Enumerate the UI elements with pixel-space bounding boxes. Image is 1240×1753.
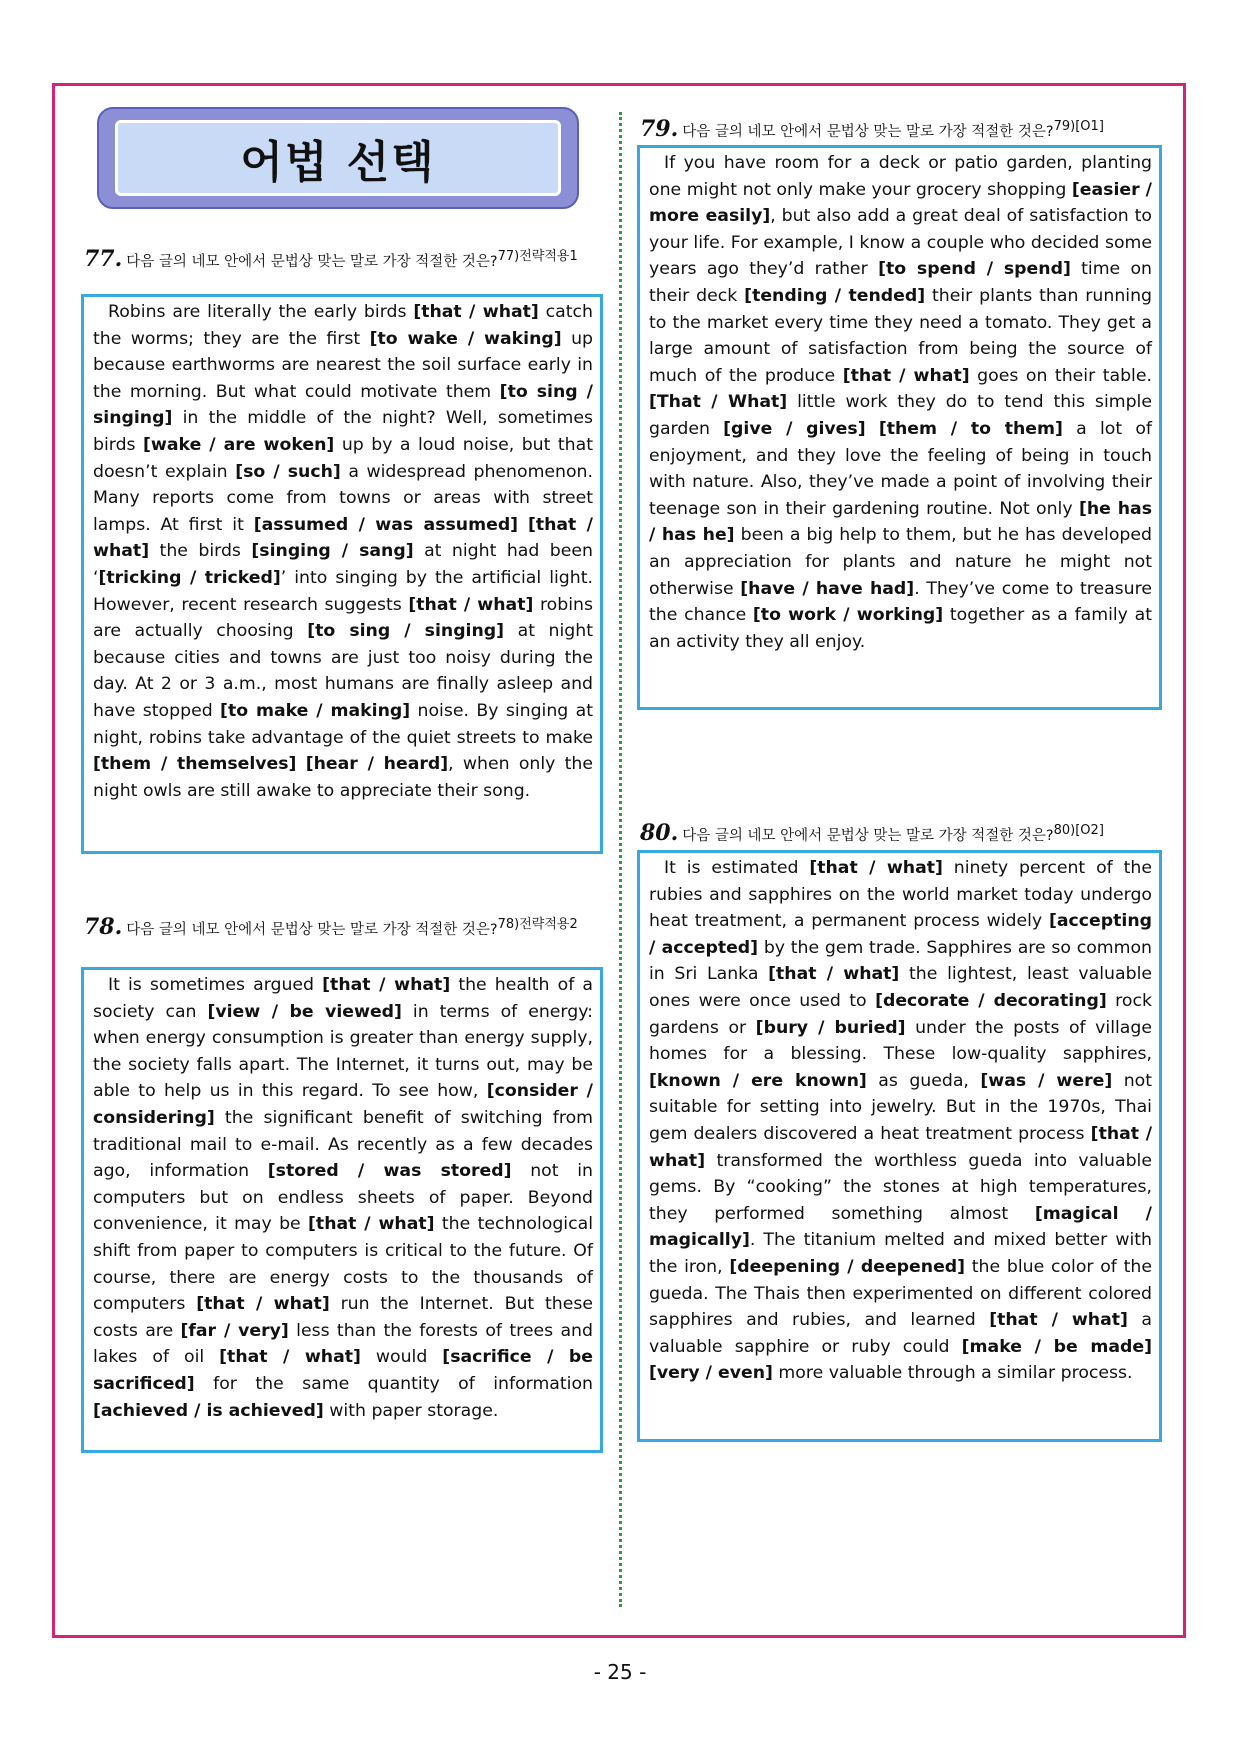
passage-text: [93, 299, 593, 804]
passage-fragment: time on their deck: [649, 259, 1152, 306]
passage-fragment: a widespread phenomenon. Many reports come from towns or areas with street lamps. At first it: [93, 461, 594, 535]
passage-fragment: little work they do to tend this simple garden: [649, 392, 1152, 439]
answer-choice: [decorate / decorating]: [875, 990, 1107, 1011]
passage-fragment: more valuable through a similar process.: [772, 1363, 1133, 1384]
passage-fragment: their plants than running to the market every time they need a tomato. They get a large amount of satisfaction from being the source of much of the produce: [649, 285, 1152, 386]
passage-fragment: the lightest, least valuable ones were once used to: [649, 964, 1152, 1011]
passage-fragment: If you have room for a deck or patio garden, planting one might not only make your grocery shopping: [649, 153, 1152, 200]
section-title-inner: [115, 120, 561, 196]
passage-fragment: not in computers but on endless sheets of paper. Beyond convenience, it may be: [93, 1161, 593, 1235]
passage-fragment: up by a loud noise, but that doesn’t explain: [93, 434, 593, 482]
passage-fragment: [518, 515, 528, 535]
passage-fragment: , when only the night owls are still awake to appreciate their song.: [93, 754, 594, 801]
question-prompt: 다음 글의 네모 안에서 문법상 맞는 말로 가장 적절한 것은?: [682, 827, 1054, 844]
answer-choice: [that / what]: [842, 365, 970, 386]
answer-choice: [That / What]: [649, 392, 788, 413]
passage-fragment: transformed the worthless gueda into valuable gems. By “cooking” the stones at high temperatures, they performed something almost: [649, 1150, 1152, 1224]
passage-fragment: run the Internet. But these costs are: [93, 1294, 594, 1341]
question-source: 77)전략적용1: [497, 249, 578, 264]
section-title-banner: [97, 107, 579, 209]
answer-choice: [far / very]: [180, 1320, 289, 1341]
answer-choice: [to sing / singing]: [93, 381, 593, 429]
column-divider: [619, 112, 622, 1607]
answer-choice: [very / even]: [649, 1363, 773, 1384]
passage-fragment: Robins are literally the early birds: [108, 302, 414, 322]
passage-fragment: the technological shift from paper to computers is critical to the future. Of course, there are energy costs to the thousands of computers: [93, 1214, 594, 1315]
passage-fragment: ’ into singing by the artificial light. However, recent research suggests: [93, 567, 593, 615]
question-number: 80.: [640, 819, 679, 846]
answer-choice: [them / to them]: [878, 418, 1063, 439]
answer-choice: [assumed / was assumed]: [253, 514, 519, 535]
answer-choice: [magical / magically]: [649, 1203, 1152, 1251]
answer-choice: [that / what]: [93, 514, 593, 562]
answer-choice: [to work / working]: [752, 605, 944, 626]
passage-fragment: rock gardens or: [649, 990, 1152, 1038]
answer-choice: [that / what]: [408, 594, 534, 615]
passage-fragment: under the posts of village homes for a blessing. These low-quality sapphires,: [649, 1017, 1152, 1065]
question-number: 78.: [84, 913, 123, 940]
answer-choice: [to sing / singing]: [307, 621, 505, 642]
answer-choice: [have / have had]: [740, 578, 915, 599]
passage-fragment: at night had been ‘: [93, 541, 593, 588]
passage-fragment: as gueda,: [866, 1070, 981, 1091]
answer-choice: [that / what]: [809, 858, 943, 878]
answer-choice: [wake / are woken]: [143, 434, 335, 455]
passage-fragment: at night because cities and towns are just too noisy during the day. At 2 or 3 a.m., most humans are finally asleep and have stopped: [93, 621, 593, 721]
passage-fragment: the significant benefit of switching from traditional mail to e-mail. As recently as a few decades ago, information: [93, 1107, 593, 1182]
answer-choice: [deepening / deepened]: [729, 1256, 966, 1277]
question-prompt: 다음 글의 네모 안에서 문법상 맞는 말로 가장 적절한 것은?: [126, 253, 498, 270]
passage-fragment: would: [360, 1347, 443, 1368]
passage-fragment: catch the worms; they are the first: [93, 302, 593, 349]
answer-choice: [he has / has he]: [649, 498, 1152, 546]
passage-fragment: It is estimated: [664, 858, 810, 878]
question-number: 79.: [640, 115, 679, 142]
question-source: 78)전략적용2: [497, 917, 578, 932]
passage-fragment: robins are actually choosing: [93, 594, 593, 642]
passage-fragment: for the same quantity of information: [194, 1373, 593, 1394]
answer-choice: [that / what]: [989, 1310, 1128, 1331]
answer-choice: [bury / buried]: [755, 1017, 906, 1038]
answer-choice: [known / ere known]: [649, 1070, 867, 1091]
answer-choice: [them / themselves]: [93, 754, 297, 775]
passage-text: [93, 972, 593, 1424]
passage-text: [649, 150, 1152, 655]
answer-choice: [accepting / accepted]: [649, 911, 1152, 958]
passage-box: [637, 850, 1162, 1442]
answer-choice: [achieved / is achieved]: [93, 1400, 324, 1421]
question-number: 77.: [84, 245, 123, 272]
answer-choice: [give / gives]: [723, 418, 866, 439]
answer-choice: [that / what]: [413, 302, 539, 322]
answer-choice: [to make / making]: [220, 700, 411, 721]
passage-fragment: together as a family at an activity they all enjoy.: [649, 605, 1152, 652]
passage-box: [81, 967, 603, 1453]
answer-choice: [that / what]: [768, 964, 900, 985]
answer-choice: [that / what]: [322, 975, 451, 995]
answer-choice: [sacrifice / be sacrificed]: [93, 1347, 593, 1394]
passage-fragment: , but also add a great deal of satisfaction to your life. For example, I know a couple who decided some years ago they’d rather: [649, 206, 1152, 280]
answer-choice: [stored / was stored]: [267, 1161, 512, 1182]
question-header: [84, 914, 604, 941]
answer-choice: [hear / heard]: [305, 754, 449, 775]
passage-fragment: by the gem trade. Sapphires are so common in Sri Lanka: [649, 937, 1152, 985]
passage-box: [81, 294, 603, 854]
question-header: [640, 116, 1180, 143]
passage-fragment: noise. By singing at night, robins take advantage of the quiet streets to make: [93, 700, 594, 748]
answer-choice: [to wake / waking]: [369, 328, 562, 349]
passage-fragment: a lot of enjoyment, and they love the feeling of being in touch with nature. Also, they’ve made a point of involving their teenage son in their gardening routine. Not only: [649, 418, 1152, 519]
passage-fragment: in terms of energy: when energy consumption is greater than energy supply, the society falls apart. The Internet, it turns out, may be able to help us in this regard. To see how,: [93, 1001, 593, 1102]
page-number: - 25 -: [593, 1660, 647, 1684]
passage-fragment: less than the forests of trees and lakes of oil: [93, 1320, 593, 1368]
passage-fragment: [296, 754, 305, 774]
answer-choice: [singing / sang]: [251, 541, 414, 562]
passage-fragment: with paper storage.: [323, 1400, 499, 1421]
passage-fragment: . The titanium melted and mixed better with the iron,: [649, 1230, 1152, 1277]
passage-fragment: not suitable for setting into jewelry. But in the 1970s, Thai gem dealers discovered a heat treatment process: [649, 1070, 1153, 1144]
answer-choice: [was / were]: [980, 1070, 1113, 1091]
passage-fragment: in the middle of the night? Well, sometimes birds: [93, 408, 593, 455]
passage-fragment: a valuable sapphire or ruby could: [649, 1310, 1152, 1357]
question-prompt: 다음 글의 네모 안에서 문법상 맞는 말로 가장 적절한 것은?: [126, 921, 498, 938]
passage-text: [649, 855, 1152, 1387]
passage-fragment: goes on their table.: [969, 365, 1152, 386]
passage-fragment: It is sometimes argued: [108, 975, 323, 995]
passage-fragment: the health of a society can: [93, 975, 593, 1022]
answer-choice: [consider / considering]: [93, 1081, 593, 1128]
question-header: [640, 820, 1180, 847]
answer-choice: [view / be viewed]: [207, 1001, 402, 1022]
question-source: 80)[O2]: [1053, 823, 1104, 838]
passage-fragment: up because earthworms are nearest the soil surface early in the morning. But what could motivate them: [93, 328, 593, 402]
question-header: [84, 246, 604, 273]
passage-fragment: . They’ve come to treasure the chance: [649, 578, 1152, 626]
passage-fragment: [866, 419, 879, 439]
answer-choice: [tending / tended]: [744, 285, 926, 306]
passage-fragment: the blue color of the gueda. The Thais then experimented on different colored sapphires and rubies, and learned: [649, 1256, 1152, 1331]
answer-choice: [that / what]: [196, 1294, 330, 1315]
answer-choice: [tricking / tricked]: [98, 567, 281, 588]
answer-choice: [that / what]: [308, 1214, 435, 1235]
question-source: 79)[O1]: [1053, 119, 1104, 134]
question-prompt: 다음 글의 네모 안에서 문법상 맞는 말로 가장 적절한 것은?: [682, 123, 1054, 140]
answer-choice: [easier / more easily]: [649, 179, 1152, 227]
answer-choice: [that / what]: [219, 1347, 361, 1368]
passage-fragment: ninety percent of the rubies and sapphires on the world market today undergo heat treatment, a permanent process widely: [649, 858, 1152, 932]
passage-fragment: the birds: [149, 541, 252, 562]
passage-box: [637, 145, 1162, 710]
answer-choice: [to spend / spend]: [878, 259, 1071, 280]
answer-choice: [make / be made]: [961, 1336, 1152, 1357]
answer-choice: [so / such]: [235, 461, 341, 482]
answer-choice: [that / what]: [649, 1123, 1153, 1171]
passage-fragment: been a big help to them, but he has developed an appreciation for plants and nature he might not otherwise: [649, 525, 1152, 599]
section-title: 어법 선택: [240, 137, 436, 188]
